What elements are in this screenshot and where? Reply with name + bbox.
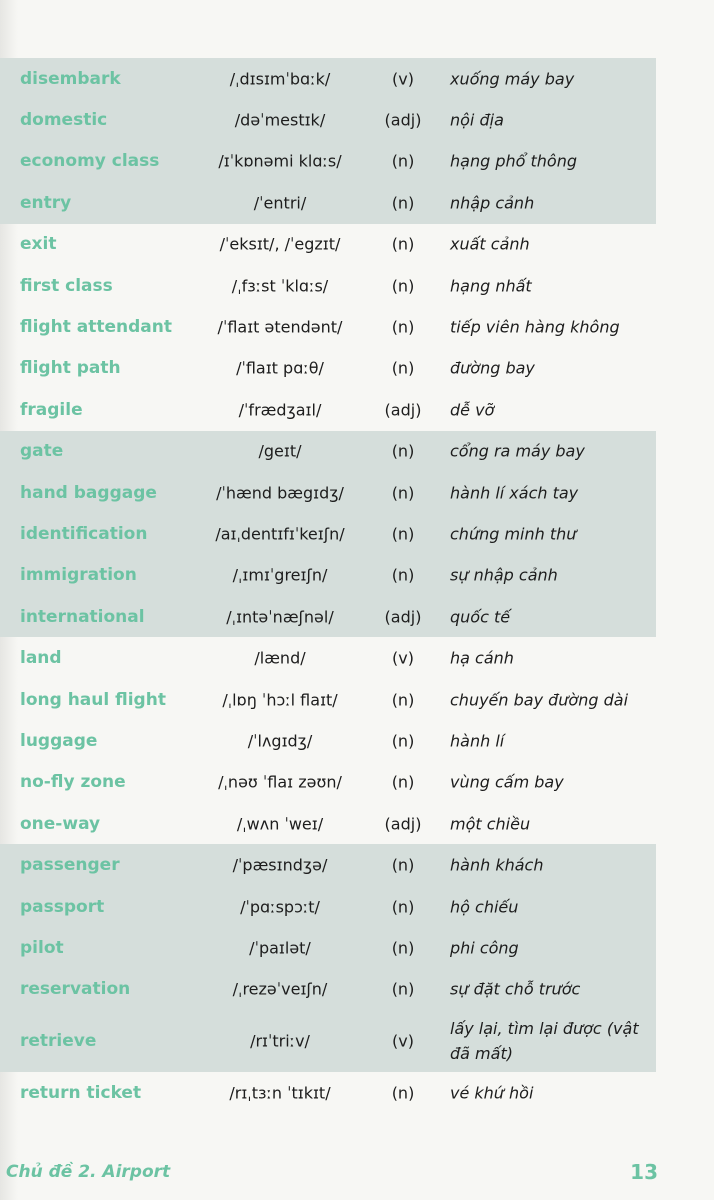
vocab-part-of-speech: (n) [391, 897, 415, 916]
vocab-part-of-speech: (n) [391, 1083, 415, 1103]
vocab-row [0, 58, 656, 99]
vocab-word: retrieve [20, 1030, 97, 1051]
vocab-word: gate [20, 441, 64, 462]
vocab-pronunciation: /ɪˈkɒnəmi klɑːs/ [218, 151, 342, 171]
vocab-row [0, 99, 656, 140]
vocab-row [0, 969, 656, 1010]
vocab-part-of-speech: (adj) [384, 400, 422, 420]
vocab-meaning: hành lí [450, 731, 505, 751]
vocab-word: exit [20, 234, 57, 255]
vocab-row [0, 182, 656, 223]
vocab-word: no-fly zone [20, 772, 126, 793]
vocab-word: long haul flight [20, 689, 166, 710]
vocab-row [0, 472, 656, 513]
vocab-part-of-speech: (adj) [384, 607, 422, 627]
vocab-word: return ticket [20, 1082, 142, 1103]
vocab-row [0, 306, 656, 347]
vocab-part-of-speech: (n) [391, 483, 415, 503]
vocab-part-of-speech: (n) [391, 151, 415, 171]
vocab-part-of-speech: (n) [391, 358, 415, 378]
vocab-meaning: nội địa [450, 110, 504, 130]
vocab-word: flight path [20, 358, 121, 379]
vocab-pronunciation: /ˈpɑːspɔːt/ [240, 897, 320, 916]
vocab-part-of-speech: (n) [391, 855, 415, 875]
vocab-pronunciation: /ˈpæsɪndʒə/ [232, 855, 328, 875]
vocab-meaning: hạ cánh [450, 648, 514, 668]
vocab-word: immigration [20, 565, 137, 586]
vocab-pronunciation: /ˌlɒŋ ˈhɔːl flaɪt/ [222, 690, 338, 710]
vocab-word: pilot [20, 937, 64, 958]
vocab-row [0, 348, 656, 389]
vocab-pronunciation: /ˌfɜːst ˈklɑːs/ [231, 276, 329, 296]
vocab-row [0, 803, 656, 844]
vocab-row [0, 431, 656, 472]
vocab-part-of-speech: (n) [391, 979, 415, 999]
vocab-meaning: sự đặt chỗ trước [450, 979, 581, 999]
vocab-meaning: cổng ra máy bay [450, 441, 585, 461]
vocabulary-table [0, 58, 656, 1113]
vocab-row [0, 265, 656, 306]
vocab-meaning: chứng minh thư [450, 524, 577, 544]
vocab-pronunciation: /ˌdɪsɪmˈbɑːk/ [229, 69, 331, 89]
vocab-meaning: hộ chiếu [450, 897, 519, 916]
vocab-meaning: hành khách [450, 855, 544, 875]
vocab-part-of-speech: (adj) [384, 814, 422, 834]
vocab-part-of-speech: (n) [391, 276, 415, 296]
vocab-pronunciation: /dəˈmestɪk/ [234, 110, 326, 130]
vocab-meaning: tiếp viên hàng không [450, 317, 620, 337]
vocab-row [0, 389, 656, 430]
vocab-pronunciation: /ˈflaɪt pɑːθ/ [236, 358, 324, 378]
vocab-meaning: hạng nhất [450, 276, 532, 296]
vocab-meaning: xuất cảnh [450, 234, 530, 254]
vocab-part-of-speech: (n) [391, 193, 415, 213]
vocab-pronunciation: /aɪˌdentɪfɪˈkeɪʃn/ [215, 524, 345, 544]
vocab-word: fragile [20, 399, 83, 420]
vocab-row [0, 1010, 656, 1072]
vocab-pronunciation: /rɪˌtɜːn ˈtɪkɪt/ [229, 1083, 331, 1103]
vocab-row [0, 1072, 656, 1113]
chapter-title: Chủ đề 2. Airport [6, 1162, 171, 1182]
vocab-part-of-speech: (n) [391, 524, 415, 544]
vocab-pronunciation: /ˌɪmɪˈgreɪʃn/ [232, 565, 328, 585]
vocab-pronunciation: /ˌɪntəˈnæʃnəl/ [226, 607, 334, 627]
vocab-pronunciation: /ˈhænd bægɪdʒ/ [216, 483, 344, 503]
vocab-row [0, 555, 656, 596]
vocab-part-of-speech: (adj) [384, 110, 422, 130]
vocab-part-of-speech: (n) [391, 565, 415, 585]
vocab-meaning: chuyến bay đường dài [450, 690, 629, 710]
vocab-word: land [20, 648, 62, 669]
vocab-part-of-speech: (n) [391, 938, 415, 958]
vocab-pronunciation: /geɪt/ [258, 441, 302, 461]
vocab-row [0, 596, 656, 637]
vocab-row [0, 513, 656, 554]
vocab-meaning: phi công [450, 938, 519, 958]
vocab-word: flight attendant [20, 317, 172, 338]
vocab-row [0, 637, 656, 678]
vocab-pronunciation: /ˈentri/ [253, 193, 307, 213]
vocab-row [0, 762, 656, 803]
vocab-pronunciation: /ˈflaɪt ətendənt/ [217, 317, 343, 337]
vocab-meaning: đường bay [450, 358, 535, 378]
vocab-part-of-speech: (n) [391, 441, 415, 461]
vocab-meaning: nhập cảnh [450, 193, 535, 213]
vocab-word: identification [20, 523, 148, 544]
vocab-pronunciation: /ˌrezəˈveɪʃn/ [232, 979, 328, 999]
vocab-row [0, 927, 656, 968]
vocab-row [0, 844, 656, 885]
vocab-meaning: một chiều [450, 814, 531, 834]
page-number: 13 [630, 1160, 658, 1184]
vocab-pronunciation: /ˈlʌgɪdʒ/ [247, 731, 313, 751]
vocab-part-of-speech: (v) [392, 69, 414, 89]
vocab-word: reservation [20, 979, 131, 1000]
vocab-pronunciation: /ˌwʌn ˈweɪ/ [236, 814, 324, 834]
vocab-meaning: quốc tế [450, 607, 511, 627]
vocab-word: international [20, 606, 145, 627]
vocab-word: economy class [20, 151, 160, 172]
vocab-word: luggage [20, 730, 98, 751]
vocab-part-of-speech: (n) [391, 731, 415, 751]
vocab-part-of-speech: (n) [391, 317, 415, 337]
vocab-row [0, 720, 656, 761]
vocab-meaning: dễ vỡ [450, 400, 495, 420]
vocab-word: one-way [20, 813, 101, 834]
vocab-part-of-speech: (n) [391, 234, 415, 254]
vocab-word: passenger [20, 855, 120, 876]
vocab-pronunciation: /lænd/ [254, 648, 306, 668]
vocab-meaning: hạng phổ thông [450, 151, 577, 171]
vocab-pronunciation: /rɪˈtriːv/ [250, 1031, 310, 1051]
vocab-word: first class [20, 275, 113, 296]
vocab-row [0, 679, 656, 720]
vocab-word: hand baggage [20, 482, 157, 503]
vocab-meaning: lấy lại, tìm lại được (vật đã mất) [450, 1018, 639, 1063]
vocab-word: entry [20, 192, 72, 213]
vocab-word: domestic [20, 110, 108, 131]
vocab-word: disembark [20, 68, 121, 89]
vocab-row [0, 224, 656, 265]
vocab-pronunciation: /ˌnəʊ ˈflaɪ zəʊn/ [218, 772, 342, 792]
vocab-word: passport [20, 896, 105, 917]
vocab-meaning: xuống máy bay [450, 69, 575, 89]
vocab-pronunciation: /ˈpaɪlət/ [249, 938, 311, 958]
vocab-pronunciation: /ˈeksɪt/, /ˈegzɪt/ [219, 234, 341, 254]
vocab-part-of-speech: (n) [391, 772, 415, 792]
vocab-row [0, 886, 656, 927]
vocab-part-of-speech: (v) [392, 1031, 414, 1051]
vocab-row [0, 141, 656, 182]
vocab-meaning: sự nhập cảnh [450, 565, 558, 585]
vocab-part-of-speech: (v) [392, 648, 414, 668]
vocab-meaning: vé khứ hồi [450, 1083, 534, 1103]
vocab-part-of-speech: (n) [391, 690, 415, 710]
vocab-meaning: hành lí xách tay [450, 483, 579, 503]
vocab-meaning: vùng cấm bay [450, 772, 564, 792]
vocab-pronunciation: /ˈfrædʒaɪl/ [238, 400, 322, 420]
